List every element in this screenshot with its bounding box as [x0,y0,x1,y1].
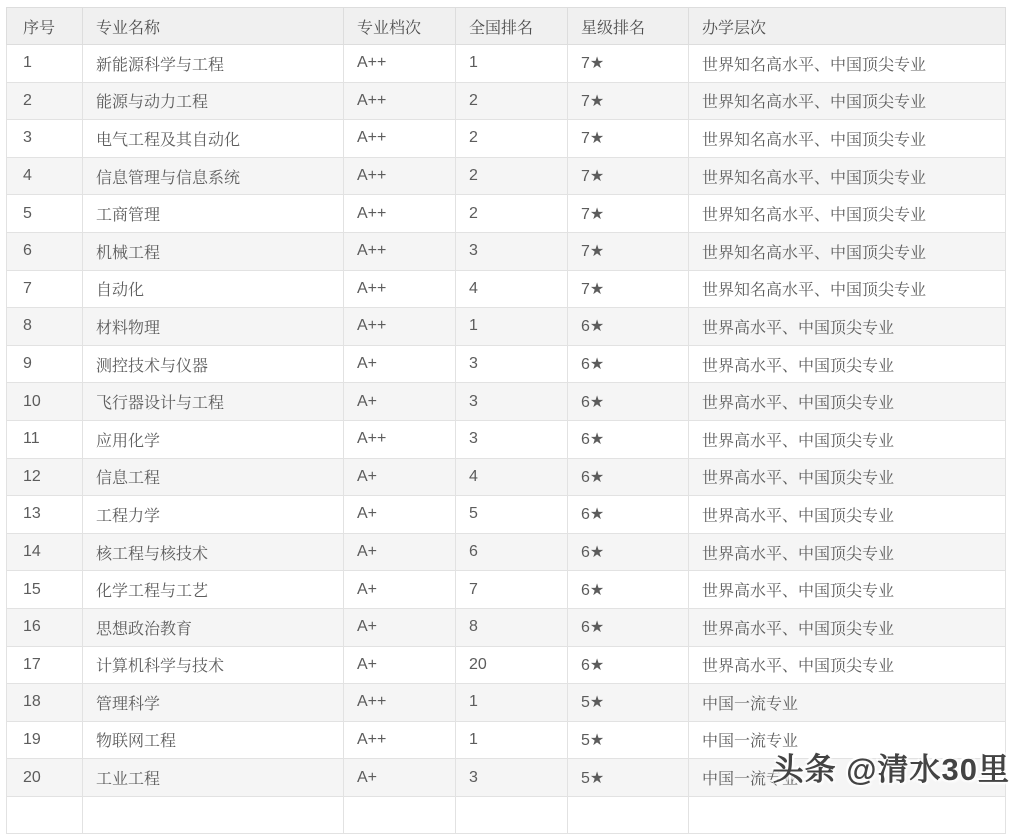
table-row [7,120,1006,158]
cell-major_grade: A++ [344,684,456,722]
cell-index: 14 [7,533,83,571]
column-header-major_name: 专业名称 [83,8,344,45]
cell-index [7,796,83,834]
cell-major_grade: A+ [344,345,456,383]
cell-star_rank: 7★ [568,232,689,270]
cell-major_name: 测控技术与仪器 [83,345,344,383]
cell-major_name: 工业工程 [83,759,344,797]
table-row [7,608,1006,646]
cell-school_level: 中国一流专业 [689,721,1006,759]
cell-national_rank [456,796,568,834]
cell-index: 3 [7,120,83,158]
cell-major_grade: A+ [344,383,456,421]
cell-major_grade: A++ [344,721,456,759]
cell-school_level: 世界高水平、中国顶尖专业 [689,533,1006,571]
cell-major_name: 自动化 [83,270,344,308]
cell-star_rank: 6★ [568,571,689,609]
cell-major_name: 电气工程及其自动化 [83,120,344,158]
table-row [7,195,1006,233]
cell-star_rank: 7★ [568,157,689,195]
cell-star_rank: 6★ [568,458,689,496]
cell-star_rank: 7★ [568,82,689,120]
cell-major_name: 计算机科学与技术 [83,646,344,684]
cell-index: 16 [7,608,83,646]
cell-major_name: 化学工程与工艺 [83,571,344,609]
column-header-major_grade: 专业档次 [344,8,456,45]
cell-school_level: 世界知名高水平、中国顶尖专业 [689,157,1006,195]
cell-school_level: 世界高水平、中国顶尖专业 [689,571,1006,609]
cell-star_rank: 6★ [568,646,689,684]
cell-star_rank: 6★ [568,420,689,458]
cell-national_rank: 1 [456,721,568,759]
major-ranking-table [6,7,1006,834]
cell-national_rank: 8 [456,608,568,646]
cell-index: 10 [7,383,83,421]
cell-school_level: 中国一流专业 [689,684,1006,722]
cell-national_rank: 20 [456,646,568,684]
cell-major_name: 应用化学 [83,420,344,458]
cell-index: 11 [7,420,83,458]
table-row [7,345,1006,383]
cell-national_rank: 1 [456,45,568,83]
table-row [7,232,1006,270]
cell-index: 2 [7,82,83,120]
cell-national_rank: 7 [456,571,568,609]
cell-index: 20 [7,759,83,797]
cell-school_level: 世界知名高水平、中国顶尖专业 [689,45,1006,83]
cell-major_name: 核工程与核技术 [83,533,344,571]
cell-school_level: 世界高水平、中国顶尖专业 [689,383,1006,421]
cell-school_level: 世界知名高水平、中国顶尖专业 [689,232,1006,270]
cell-national_rank: 3 [456,759,568,797]
table-row [7,45,1006,83]
cell-national_rank: 3 [456,383,568,421]
cell-national_rank: 6 [456,533,568,571]
cell-school_level: 世界高水平、中国顶尖专业 [689,458,1006,496]
cell-major_name: 物联网工程 [83,721,344,759]
column-header-school_level: 办学层次 [689,8,1006,45]
cell-major_name [83,796,344,834]
cell-major_name: 信息管理与信息系统 [83,157,344,195]
cell-star_rank [568,796,689,834]
cell-major_grade: A++ [344,82,456,120]
cell-national_rank: 2 [456,195,568,233]
cell-national_rank: 1 [456,684,568,722]
cell-major_grade: A+ [344,571,456,609]
table-row [7,759,1006,797]
cell-index: 9 [7,345,83,383]
cell-school_level: 世界知名高水平、中国顶尖专业 [689,270,1006,308]
cell-major_name: 工程力学 [83,496,344,534]
cell-national_rank: 3 [456,345,568,383]
cell-star_rank: 6★ [568,496,689,534]
cell-major_grade: A+ [344,759,456,797]
cell-index: 17 [7,646,83,684]
cell-star_rank: 5★ [568,684,689,722]
cell-major_name: 思想政治教育 [83,608,344,646]
cell-index: 15 [7,571,83,609]
cell-school_level: 世界高水平、中国顶尖专业 [689,420,1006,458]
cell-star_rank: 6★ [568,533,689,571]
cell-index: 4 [7,157,83,195]
table-row [7,533,1006,571]
cell-major_name: 机械工程 [83,232,344,270]
cell-school_level: 世界高水平、中国顶尖专业 [689,646,1006,684]
column-header-star_rank: 星级排名 [568,8,689,45]
cell-national_rank: 5 [456,496,568,534]
table-row [7,646,1006,684]
cell-national_rank: 2 [456,120,568,158]
cell-major_grade: A+ [344,608,456,646]
cell-major_grade: A++ [344,195,456,233]
table-row [7,420,1006,458]
cell-school_level: 世界高水平、中国顶尖专业 [689,345,1006,383]
cell-school_level: 世界高水平、中国顶尖专业 [689,608,1006,646]
cell-star_rank: 5★ [568,759,689,797]
cell-major_name: 新能源科学与工程 [83,45,344,83]
cell-star_rank: 7★ [568,270,689,308]
cell-major_grade: A++ [344,120,456,158]
cell-index: 19 [7,721,83,759]
cell-star_rank: 7★ [568,45,689,83]
cell-star_rank: 6★ [568,383,689,421]
column-header-index: 序号 [7,8,83,45]
cell-major_grade: A++ [344,308,456,346]
cell-index: 6 [7,232,83,270]
cell-star_rank: 6★ [568,608,689,646]
table-row [7,496,1006,534]
cell-major_grade: A++ [344,45,456,83]
cell-school_level: 世界高水平、中国顶尖专业 [689,496,1006,534]
cell-national_rank: 4 [456,458,568,496]
toutiao-watermark: 头条 @清水30里 [772,752,1010,787]
cell-major_grade [344,796,456,834]
cell-national_rank: 2 [456,157,568,195]
cell-major_grade: A+ [344,458,456,496]
cell-index: 8 [7,308,83,346]
cell-national_rank: 2 [456,82,568,120]
cell-major_name: 能源与动力工程 [83,82,344,120]
cell-star_rank: 7★ [568,120,689,158]
cell-index: 1 [7,45,83,83]
cell-national_rank: 4 [456,270,568,308]
cell-star_rank: 6★ [568,345,689,383]
cell-major_grade: A+ [344,496,456,534]
cell-major_grade: A+ [344,533,456,571]
cell-major_grade: A+ [344,646,456,684]
table-row [7,308,1006,346]
cell-school_level: 世界知名高水平、中国顶尖专业 [689,82,1006,120]
cell-index: 12 [7,458,83,496]
cell-major_name: 飞行器设计与工程 [83,383,344,421]
cell-index: 7 [7,270,83,308]
table-row [7,796,1006,834]
table-row [7,571,1006,609]
table-row [7,270,1006,308]
table-row [7,383,1006,421]
table-header-row [7,8,1006,45]
cell-major_grade: A++ [344,270,456,308]
cell-index: 18 [7,684,83,722]
cell-major_name: 管理科学 [83,684,344,722]
cell-school_level: 世界高水平、中国顶尖专业 [689,308,1006,346]
cell-national_rank: 1 [456,308,568,346]
cell-index: 13 [7,496,83,534]
cell-star_rank: 5★ [568,721,689,759]
cell-star_rank: 7★ [568,195,689,233]
table-row [7,458,1006,496]
cell-national_rank: 3 [456,420,568,458]
cell-major_grade: A++ [344,420,456,458]
table-row [7,684,1006,722]
cell-major_name: 材料物理 [83,308,344,346]
cell-school_level: 世界知名高水平、中国顶尖专业 [689,195,1006,233]
table-row [7,82,1006,120]
table-row [7,721,1006,759]
cell-school_level [689,796,1006,834]
cell-major_name: 信息工程 [83,458,344,496]
table-body [7,45,1006,834]
column-header-national_rank: 全国排名 [456,8,568,45]
cell-index: 5 [7,195,83,233]
cell-national_rank: 3 [456,232,568,270]
cell-major_grade: A++ [344,157,456,195]
cell-major_name: 工商管理 [83,195,344,233]
cell-star_rank: 6★ [568,308,689,346]
cell-school_level: 世界知名高水平、中国顶尖专业 [689,120,1006,158]
cell-major_grade: A++ [344,232,456,270]
cell-school_level: 中国一流专业 [689,759,1006,797]
table-row [7,157,1006,195]
